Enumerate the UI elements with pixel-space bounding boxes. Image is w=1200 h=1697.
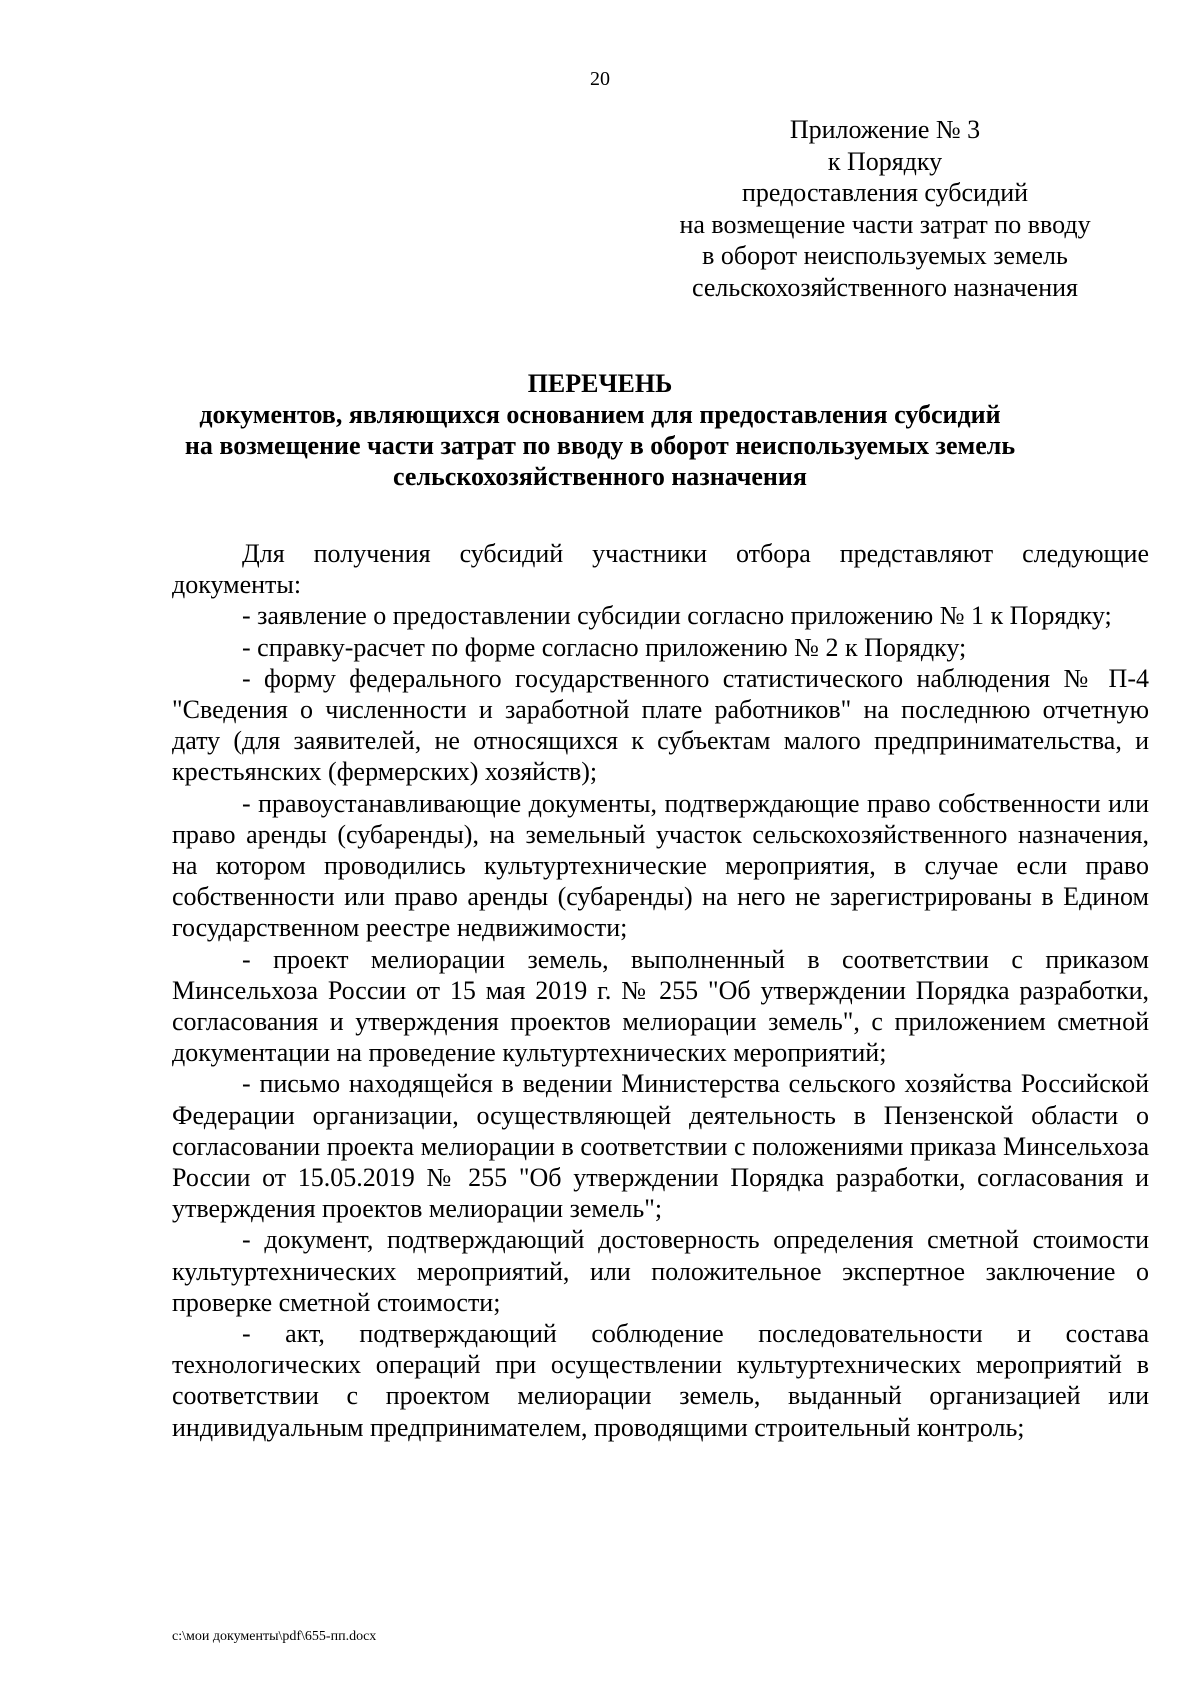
- list-item: - акт, подтверждающий соблюдение последовательности и состава технологических операций при осуществлении культуртехнических мероприятий в соответствии с проектом мелиорации земель, выданный организацией или индивидуальным предпринимателем, проводящими строительный контроль;: [172, 1319, 1149, 1442]
- list-item: - проект мелиорации земель, выполненный в соответствии с приказом Минсельхоза России от 15 мая 2019 г. № 255 "Об утверждении Порядка разработки, согласования и утверждения проектов мелиорации земель", с приложением сметной документации на проведение культуртехнических мероприятий;: [172, 944, 1149, 1068]
- list-item: - заявление о предоставлении субсидии согласно приложению № 1 к Порядку;: [242, 601, 1112, 631]
- appendix-line: предоставления субсидий: [741, 178, 1029, 207]
- appendix-line: в оборот неиспользуемых земель: [702, 241, 1068, 270]
- title-line: на возмещение части затрат по вводу в оборот неиспользуемых земель: [184, 431, 1016, 460]
- appendix-line: Приложение № 3: [789, 115, 981, 144]
- title-main: ПЕРЕЧЕНЬ: [527, 369, 673, 398]
- file-path-footer: c:\мои документы\pdf\655-пп.docx: [172, 1629, 377, 1644]
- list-item: - документ, подтверждающий достоверность определения сметной стоимости культуртехнических мероприятий, или положительное экспертное заключение о проверке сметной стоимости;: [172, 1225, 1149, 1317]
- appendix-block: [650, 114, 1120, 303]
- document-body: [172, 538, 1149, 1443]
- document-title: [150, 368, 1050, 492]
- list-item: - справку-расчет по форме согласно приложению № 2 к Порядку;: [242, 632, 967, 662]
- page-number: 20: [590, 68, 610, 90]
- appendix-line: сельскохозяйственного назначения: [691, 272, 1079, 302]
- list-item: - форму федерального государственного статистического наблюдения № П-4 "Сведения о численности и заработной плате работников" на последнюю отчетную дату (для заявителей, не относящихся к субъектам малого предпринимательства, и крестьянских (фермерских) хозяйств);: [172, 663, 1149, 787]
- list-item: - письмо находящейся в ведении Министерства сельского хозяйства Российской Федерации организации, осуществляющей деятельность в Пензенской области о согласовании проекта мелиорации в соответствии с положениями приказа Минсельхоза России от 15.05.2019 № 255 "Об утверждении Порядка разработки, согласования и утверждения проектов мелиорации земель";: [172, 1069, 1149, 1224]
- appendix-line: к Порядку: [827, 146, 943, 176]
- list-item: - правоустанавливающие документы, подтверждающие право собственности или право аренды (субаренды), на земельный участок сельскохозяйственного назначения, на котором проводились культуртехнические мероприятия, в случае если право собственности или право аренды (субаренды) на него не зарегистрированы в Едином государственном реестре недвижимости;: [172, 788, 1149, 943]
- appendix-line: на возмещение части затрат по вводу: [679, 209, 1091, 239]
- title-line: сельскохозяйственного назначения: [393, 462, 807, 491]
- paragraph-intro: Для получения субсидий участники отбора представляют следующие документы:: [172, 539, 1149, 600]
- title-line: документов, являющихся основанием для предоставления субсидий: [199, 400, 1001, 429]
